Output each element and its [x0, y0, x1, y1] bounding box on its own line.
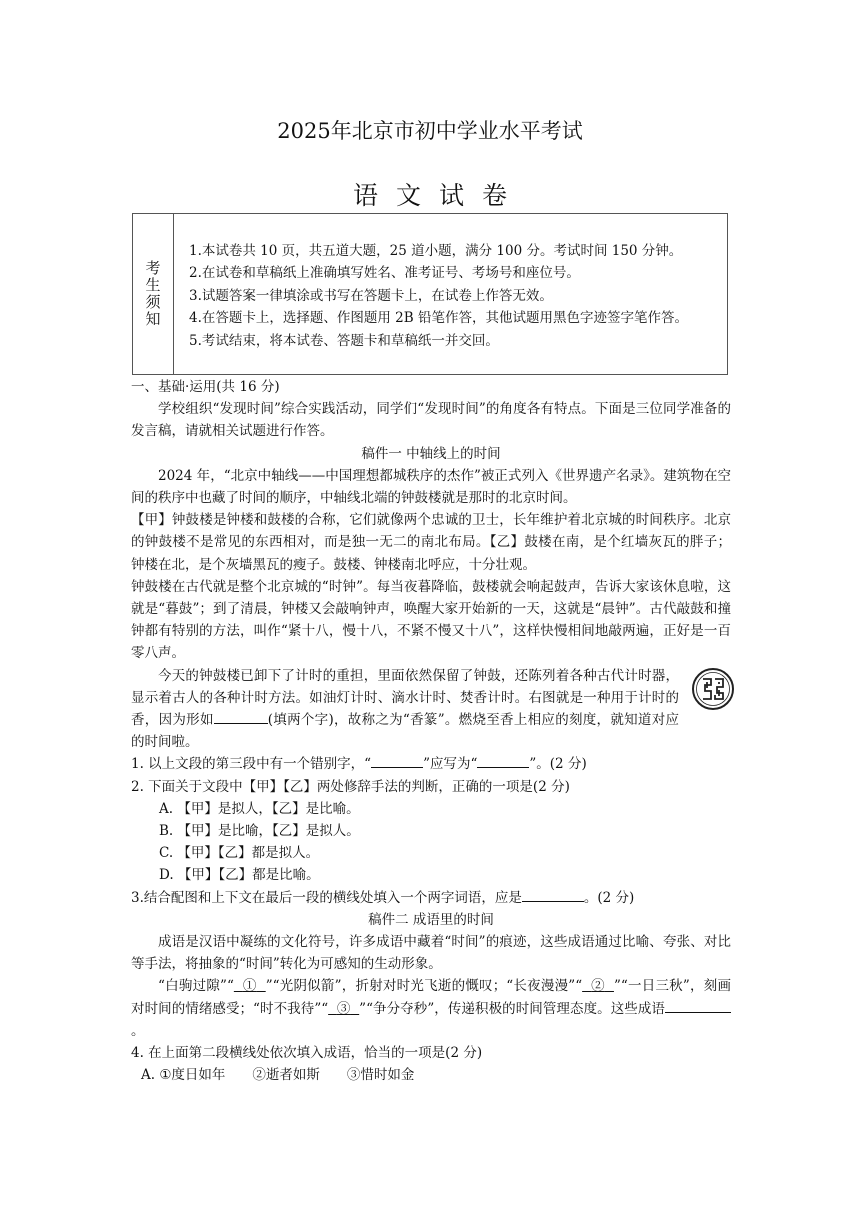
- answer-blank[interactable]: [665, 998, 731, 1013]
- q4-option-a: A. ①度日如年 ②逝者如斯 ③惜时如金: [141, 1067, 415, 1084]
- blank-3: [328, 1001, 359, 1017]
- notice-label: 考生须知: [143, 260, 162, 328]
- answer-blank[interactable]: [522, 887, 584, 902]
- question-1-text: ”。(2 分): [529, 756, 587, 773]
- answer-blank[interactable]: [477, 753, 529, 768]
- draft2-paragraph-1: 成语是汉语中凝练的文化符号，许多成语中藏着“时间”的痕迹，这些成语通过比喻、夸张、对比等手法，将抽象的“时间”转化为可感知的生动形象。: [131, 934, 731, 973]
- blank-3-label: ③: [336, 1000, 351, 1017]
- draft1-paragraph-4-text: (填两个字)，故称之为“香篆”。燃烧至香上相应的刻度，就知道对应的时间啦。: [131, 712, 679, 751]
- q2-option-a: A. 【甲】是拟人，【乙】是比喻。: [159, 800, 360, 817]
- blank-1-label: ①: [242, 978, 257, 995]
- exam-title: 2025年北京市初中学业水平考试: [277, 119, 583, 143]
- question-3: [131, 887, 731, 909]
- draft1-paragraph-1: 2024 年，“北京中轴线——中国理想都城秩序的杰作”被正式列入《世界遗产名录》。建筑物在空间的秩序中也藏了时间的顺序，中轴线北端的钟鼓楼就是那时的北京时间。: [131, 467, 731, 507]
- paper-subtitle: 语文试卷: [352, 181, 525, 210]
- question-3-text: 3.结合配图和上下文在最后一段的横线处填入一个两字词语，应是: [131, 889, 522, 906]
- notice-label-cell: [133, 214, 174, 374]
- blank-1: [234, 978, 266, 994]
- notice-item: 1.本试卷共 10 页，共五道大题，25 道小题，满分 100 分。考试时间 150 分钟。: [189, 243, 683, 259]
- answer-blank[interactable]: [214, 709, 268, 724]
- draft1-paragraph-4-text: 今天的钟鼓楼已卸下了计时的重担，里面依然保留了钟鼓，还陈列着各种古代计时器，显示着古人的各种计时方法。如油灯计时、滴水计时、焚香计时。右图就是一种用于计时的香，因为形如: [131, 667, 679, 729]
- answer-blank[interactable]: [371, 753, 423, 768]
- question-1: [131, 753, 731, 775]
- draft1-title: 稿件一 中轴线上的时间: [361, 445, 501, 462]
- q2-option-c: C. 【甲】【乙】都是拟人。: [159, 845, 320, 862]
- question-1-text: 1. 以上文段的第三段中有一个错别字，“: [131, 756, 372, 773]
- draft2-text: ”“争分夺秒”，传递积极的时间管理态度。这些成语: [359, 1000, 665, 1017]
- draft1-paragraph-3: 钟鼓楼在古代就是整个北京城的“时钟”。每当夜暮降临，鼓楼就会响起鼓声，告诉大家该休息啦，这就是“暮鼓”；到了清晨，钟楼又会敲响钟声，唤醒大家开始新的一天，这就是“晨钟”。古代敲鼓和撞钟都有特别的方法，叫作“紧十八，慢十八，不紧不慢又十八”，这样快慢相间地敲两遍，正好是一百零八声。: [131, 578, 731, 662]
- notice-item: 4.在答题卡上，选择题、作图题用 2B 铅笔作答，其他试题用黑色字迹签字笔作答。: [189, 310, 688, 327]
- notice-box: [132, 213, 728, 375]
- blank-2-label: ②: [591, 978, 605, 995]
- blank-2: [582, 978, 614, 994]
- notice-item: 5.考试结束，将本试卷、答题卡和草稿纸一并交回。: [189, 332, 499, 349]
- draft2-text: ”“一日三秋”，刻画对时间的情绪感受；“时不我待”“: [131, 978, 731, 1017]
- incense-seal-icon: [691, 667, 735, 711]
- draft2-text: 。: [131, 1022, 145, 1039]
- question-2: 2. 下面关于文段中【甲】【乙】两处修辞手法的判断，正确的一项是(2 分): [131, 778, 570, 795]
- draft2-text: “白驹过隙”“: [158, 978, 234, 995]
- question-1-text: ”应写为“: [423, 756, 478, 773]
- draft2-text: ”“光阴似箭”，折射对时光飞逝的慨叹；“长夜漫漫”“: [265, 978, 583, 995]
- section-intro: 学校组织“发现时间”综合实践活动，同学们“发现时间”的角度各有特点。下面是三位同学准备的发言稿，请就相关试题进行作答。: [131, 401, 731, 440]
- notice-item: 3.试题答案一律填涂或书写在答题卡上，在试卷上作答无效。: [189, 287, 553, 304]
- draft1-paragraph-4-wrap: [131, 665, 731, 754]
- section-heading: 一、基础·运用(共 16 分): [131, 379, 280, 395]
- notice-item: 2.在试卷和草稿纸上准确填写姓名、准考证号、考场号和座位号。: [189, 265, 580, 282]
- draft1-paragraph-4: [131, 665, 679, 754]
- q2-option-d: D. 【甲】【乙】都是比喻。: [159, 867, 320, 884]
- draft1-paragraph-2: 【甲】钟鼓楼是钟楼和鼓楼的合称，它们就像两个忠诚的卫士，长年维护着北京城的时间秩序。北京的钟鼓楼不是常见的东西相对，而是独一无二的南北布局。【乙】鼓楼在南，是个红墙灰瓦的胖子；钟楼在北，是个灰墙黑瓦的瘦子。鼓楼、钟楼南北呼应，十分壮观。: [131, 512, 731, 573]
- q2-option-b: B. 【甲】是比喻，【乙】是拟人。: [159, 823, 360, 840]
- draft2-title: 稿件二 成语里的时间: [368, 911, 494, 928]
- draft2-paragraph-2: [131, 975, 731, 1042]
- question-3-text: 。(2 分): [583, 889, 635, 906]
- notice-list: [189, 240, 727, 352]
- question-4: 4. 在上面第二段横线处依次填入成语，恰当的一项是(2 分): [131, 1045, 483, 1062]
- section-content: [131, 376, 731, 1087]
